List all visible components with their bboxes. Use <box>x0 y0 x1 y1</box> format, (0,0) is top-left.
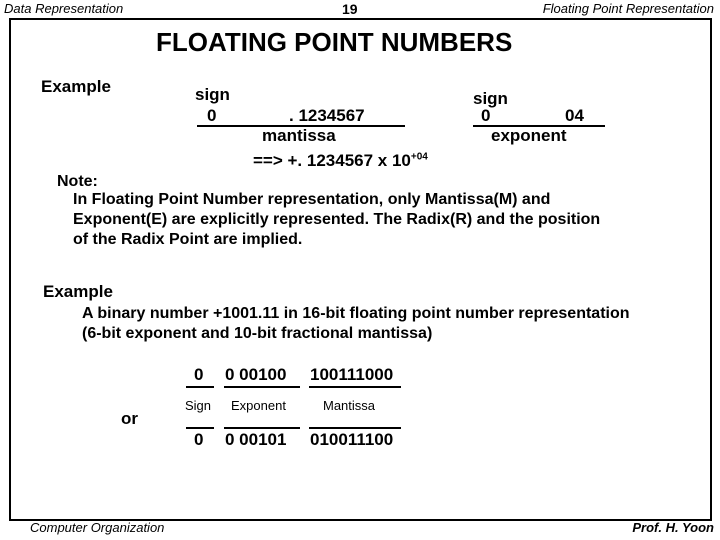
sign-label-right: sign <box>473 89 508 108</box>
exponent-value: 04 <box>565 106 584 125</box>
page-title: FLOATING POINT NUMBERS <box>156 27 513 57</box>
row1-mantissa: 100111000 <box>310 365 394 384</box>
mantissa-value: . 1234567 <box>289 106 365 125</box>
row2-exponent: 0 00101 <box>225 430 287 449</box>
example2-line: (6-bit exponent and 10-bit fractional mantissa) <box>82 325 433 342</box>
footer-right: Prof. H. Yoon <box>632 520 714 535</box>
row1-mantissa-rule <box>309 386 401 388</box>
row2-mantissa: 010011100 <box>310 430 394 449</box>
sign-value-right: 0 <box>481 106 491 125</box>
page-number: 19 <box>342 1 358 17</box>
example2-line: A binary number +1001.11 in 16-bit floating point number representation <box>82 305 630 322</box>
row2-exponent-rule <box>224 427 300 429</box>
note-line: of the Radix Point are implied. <box>73 231 303 248</box>
sign-value-left: 0 <box>207 106 217 125</box>
row1-sign-rule <box>186 386 214 388</box>
example2-label: Example <box>43 282 113 301</box>
row2-mantissa-rule <box>309 427 401 429</box>
example1-label: Example <box>41 77 111 96</box>
exponent-label: exponent <box>491 126 567 145</box>
sign-label-left: sign <box>195 85 230 104</box>
row1-exponent: 0 00100 <box>225 365 287 384</box>
header-right: Floating Point Representation <box>542 1 714 16</box>
note-line: Exponent(E) are explicitly represented. The Radix(R) and the position <box>73 211 601 228</box>
row2-sign: 0 <box>194 430 204 449</box>
result-prefix: ==> +. 1234567 x 10 <box>253 151 411 170</box>
field-label-mantissa: Mantissa <box>323 398 376 413</box>
field-label-sign: Sign <box>185 398 212 413</box>
or-label: or <box>121 409 138 428</box>
note-line: In Floating Point Number representation, only Mantissa(M) and <box>73 191 551 208</box>
row1-sign: 0 <box>194 365 204 384</box>
row1-exponent-rule <box>224 386 300 388</box>
result-exponent: +04 <box>410 151 428 163</box>
frame-left <box>9 18 11 521</box>
footer-left: Computer Organization <box>30 520 165 535</box>
note-heading: Note: <box>57 173 98 190</box>
header-rule <box>9 18 712 20</box>
field-label-exponent: Exponent <box>231 398 286 413</box>
result-expression <box>253 151 428 171</box>
mantissa-label: mantissa <box>262 126 336 145</box>
frame-right <box>710 18 712 521</box>
row2-sign-rule <box>186 427 214 429</box>
header-left: Data Representation <box>4 1 124 16</box>
